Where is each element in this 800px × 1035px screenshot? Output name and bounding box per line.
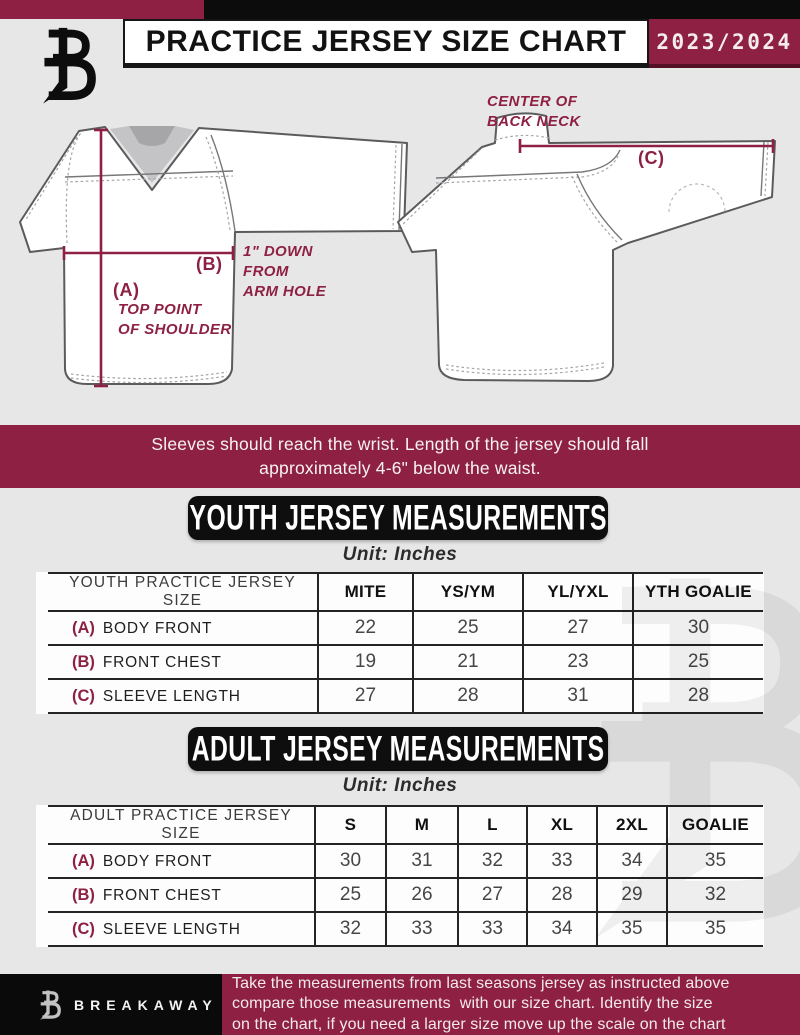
measurement-value: 32 [458, 844, 527, 878]
measurement-value: 27 [458, 878, 527, 912]
measurement-value: 28 [527, 878, 597, 912]
adult-section-banner [188, 727, 608, 771]
youth-section-banner [188, 496, 608, 540]
measurement-value: 35 [597, 912, 667, 946]
size-column-header: 2XL [597, 806, 667, 844]
back-jersey-diagram [392, 110, 787, 400]
measurement-value: 28 [633, 679, 763, 713]
size-column-header: YL/YXL [523, 573, 633, 611]
page-title-box [123, 19, 649, 68]
measurement-name: SLEEVE LENGTH [102, 920, 241, 938]
table-row [48, 679, 763, 713]
measurement-value: 30 [315, 844, 386, 878]
measurement-value: 26 [386, 878, 458, 912]
table-row [48, 844, 763, 878]
footer-instruction-line: on the chart, if you need a larger size move up the scale on the chart [232, 1015, 726, 1033]
measurement-value: 35 [667, 912, 763, 946]
notice-line-1: Sleeves should reach the wrist. Length of the jersey should fall [151, 434, 649, 454]
measurement-value: 25 [413, 611, 523, 645]
table-row [48, 912, 763, 946]
measurement-value: 34 [597, 844, 667, 878]
size-column-header: YS/YM [413, 573, 523, 611]
measurement-value: 27 [318, 679, 413, 713]
annotation-b: (B) [196, 254, 223, 274]
table-row [48, 645, 763, 679]
measurement-name: FRONT CHEST [102, 653, 222, 671]
measurement-label-cell [48, 611, 318, 645]
measurement-value: 32 [667, 878, 763, 912]
footer-brand-name: BREAKAWAY [74, 996, 218, 1013]
measurement-value: 21 [413, 645, 523, 679]
adult-unit-label: Unit: Inches [342, 775, 458, 796]
footer-instruction-line: Take the measurements from last seasons jersey as instructed above [232, 974, 730, 992]
measurement-value: 19 [318, 645, 413, 679]
measurement-letter: (B) [72, 652, 95, 671]
measurement-value: 31 [386, 844, 458, 878]
measurement-label-cell [48, 912, 315, 946]
footer [0, 974, 800, 1035]
annotation-a-desc: TOP POINT OF SHOULDER [118, 301, 232, 338]
size-column-header: MITE [318, 573, 413, 611]
size-column-header: XL [527, 806, 597, 844]
table-header-row [48, 806, 763, 844]
measurement-name: SLEEVE LENGTH [102, 687, 241, 705]
top-accent-strip [0, 0, 800, 19]
footer-brand-block [0, 974, 222, 1035]
measurement-label-cell [48, 645, 318, 679]
jersey-diagrams [0, 68, 800, 425]
row-header-column-title: ADULT PRACTICE JERSEY SIZE [48, 806, 315, 844]
youth-unit-label: Unit: Inches [342, 544, 458, 565]
measurement-name: FRONT CHEST [102, 886, 222, 904]
measurement-value: 33 [527, 844, 597, 878]
measurement-value: 33 [458, 912, 527, 946]
measurement-name: BODY FRONT [102, 852, 213, 870]
measurement-label-cell [48, 844, 315, 878]
size-column-header: YTH GOALIE [633, 573, 763, 611]
measurement-letter: (B) [72, 885, 95, 904]
measurement-label-cell [48, 878, 315, 912]
measurement-value: 30 [633, 611, 763, 645]
measurement-value: 35 [667, 844, 763, 878]
youth-size-table [36, 572, 764, 714]
adult-table-band [36, 805, 764, 947]
row-header-column-title: YOUTH PRACTICE JERSEY SIZE [48, 573, 318, 611]
measurement-value: 27 [523, 611, 633, 645]
annotation-c: (C) [638, 148, 665, 168]
measurement-value: 32 [315, 912, 386, 946]
measurement-letter: (C) [72, 919, 95, 938]
measurement-value: 33 [386, 912, 458, 946]
fit-notice-banner [0, 425, 800, 488]
footer-instructions [222, 974, 800, 1035]
measurement-letter: (C) [72, 686, 95, 705]
adult-measurements-table [48, 805, 763, 947]
measurement-label-cell [48, 679, 318, 713]
measurement-letter: (A) [72, 618, 95, 637]
table-header-row [48, 573, 763, 611]
annotation-center-back-neck: CENTER OF BACK NECK [487, 93, 581, 130]
measurement-value: 28 [413, 679, 523, 713]
adult-size-table [36, 805, 764, 947]
measurement-value: 29 [597, 878, 667, 912]
youth-table-band [36, 572, 764, 714]
table-row [48, 611, 763, 645]
measurement-name: BODY FRONT [102, 619, 213, 637]
season-badge [649, 19, 800, 68]
annotation-b-desc: 1" DOWN FROM ARM HOLE [243, 243, 327, 300]
measurement-value: 22 [318, 611, 413, 645]
youth-banner-title: YOUTH JERSEY MEASUREMENTS [189, 497, 607, 538]
size-column-header: GOALIE [667, 806, 763, 844]
top-strip-black [204, 0, 800, 19]
size-column-header: L [458, 806, 527, 844]
measurement-value: 31 [523, 679, 633, 713]
annotation-a: (A) [113, 280, 140, 300]
notice-line-2: approximately 4-6" below the waist. [259, 457, 541, 478]
measurement-value: 25 [633, 645, 763, 679]
measurement-letter: (A) [72, 851, 95, 870]
breakaway-b-footer-logo-icon [34, 989, 62, 1021]
season-label: 2023/2024 [656, 29, 793, 54]
measurement-value: 25 [315, 878, 386, 912]
measurement-value: 34 [527, 912, 597, 946]
youth-measurements-table [48, 572, 763, 714]
size-column-header: S [315, 806, 386, 844]
footer-instruction-line: compare those measurements with our size chart. Identify the size [232, 995, 713, 1013]
page-title: PRACTICE JERSEY SIZE CHART [145, 25, 627, 58]
top-strip-maroon [0, 0, 204, 19]
table-row [48, 878, 763, 912]
measurement-value: 23 [523, 645, 633, 679]
size-column-header: M [386, 806, 458, 844]
adult-banner-title: ADULT JERSEY MEASUREMENTS [191, 728, 605, 769]
